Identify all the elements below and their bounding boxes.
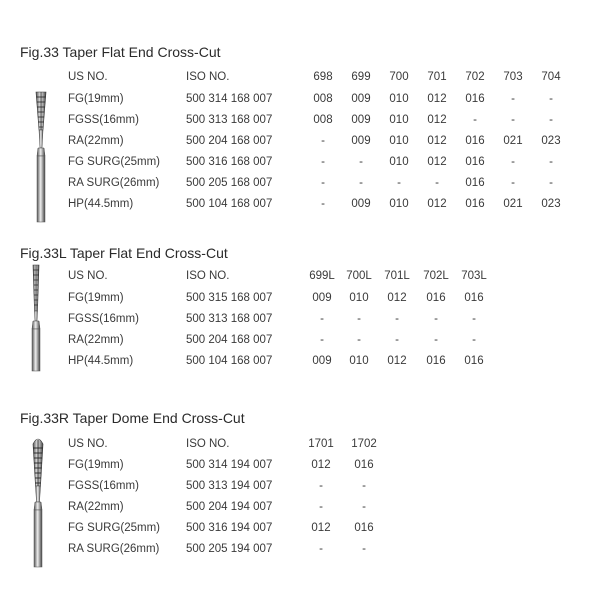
row-value: - [321, 135, 325, 147]
dome-end-crosscut-bur-icon [26, 434, 50, 569]
header-iso-no: ISO NO. [186, 438, 230, 450]
row-value: 012 [387, 292, 407, 304]
header-size-1702: 1702 [351, 438, 377, 450]
row-value: 009 [312, 355, 332, 367]
row-value: - [434, 313, 438, 325]
row-value: - [549, 114, 553, 126]
row-value: 010 [389, 135, 409, 147]
row-value: - [362, 480, 366, 492]
row-value: 009 [312, 292, 332, 304]
row-value: - [549, 93, 553, 105]
row-value: 012 [427, 198, 447, 210]
row-us-no: FG(19mm) [68, 292, 124, 304]
section-title: Fig.33 Taper Flat End Cross-Cut [20, 44, 221, 60]
row-value: 010 [389, 198, 409, 210]
row-iso-no: 500 104 168 007 [186, 355, 273, 367]
row-iso-no: 500 205 194 007 [186, 543, 273, 555]
row-us-no: FG SURG(25mm) [68, 522, 160, 534]
row-value: - [320, 334, 324, 346]
row-value: - [511, 177, 515, 189]
row-iso-no: 500 204 194 007 [186, 501, 273, 513]
row-us-no: HP(44.5mm) [68, 198, 134, 210]
row-value: - [511, 93, 515, 105]
header-size-702l: 702L [423, 270, 449, 282]
row-us-no: FGSS(16mm) [68, 480, 139, 492]
row-value: - [511, 156, 515, 168]
row-iso-no: 500 313 194 007 [186, 480, 273, 492]
header-size-701: 701 [427, 71, 447, 83]
row-value: 009 [351, 198, 371, 210]
row-iso-no: 500 316 194 007 [186, 522, 273, 534]
row-value: 021 [503, 198, 523, 210]
row-value: - [472, 334, 476, 346]
header-iso-no: ISO NO. [186, 270, 230, 282]
row-value: 016 [465, 198, 485, 210]
row-value: 016 [426, 292, 446, 304]
row-value: - [473, 114, 477, 126]
row-us-no: FG(19mm) [68, 93, 124, 105]
row-value: 010 [389, 156, 409, 168]
row-us-no: HP(44.5mm) [68, 355, 134, 367]
row-value: - [397, 177, 401, 189]
row-value: - [320, 313, 324, 325]
row-value: 016 [354, 522, 374, 534]
row-value: - [472, 313, 476, 325]
row-us-no: RA SURG(26mm) [68, 543, 160, 555]
row-value: 010 [389, 114, 409, 126]
section-title: Fig.33L Taper Flat End Cross-Cut [20, 245, 228, 261]
section-fig33r [0, 410, 600, 570]
header-size-703: 703 [503, 71, 523, 83]
row-value: 010 [349, 292, 369, 304]
header-size-704: 704 [541, 71, 561, 83]
row-value: 010 [349, 355, 369, 367]
header-size-700: 700 [389, 71, 409, 83]
row-value: 021 [503, 135, 523, 147]
row-value: 016 [354, 459, 374, 471]
row-value: - [362, 501, 366, 513]
header-size-703l: 703L [461, 270, 487, 282]
row-value: 012 [311, 459, 331, 471]
row-value: 016 [465, 156, 485, 168]
row-value: 008 [313, 93, 333, 105]
row-value: - [395, 334, 399, 346]
section-title: Fig.33R Taper Dome End Cross-Cut [20, 410, 245, 426]
row-us-no: FG(19mm) [68, 459, 124, 471]
row-value: 016 [464, 355, 484, 367]
row-value: - [435, 177, 439, 189]
row-value: - [321, 177, 325, 189]
row-iso-no: 500 205 168 007 [186, 177, 273, 189]
row-value: 016 [465, 135, 485, 147]
row-iso-no: 500 204 168 007 [186, 135, 273, 147]
row-value: 012 [427, 114, 447, 126]
row-iso-no: 500 314 168 007 [186, 93, 273, 105]
row-value: 012 [311, 522, 331, 534]
row-us-no: RA(22mm) [68, 334, 124, 346]
row-value: - [359, 177, 363, 189]
row-value: 016 [465, 93, 485, 105]
header-size-701l: 701L [384, 270, 410, 282]
row-value: - [359, 156, 363, 168]
row-value: 012 [387, 355, 407, 367]
row-value: 008 [313, 114, 333, 126]
row-value: 009 [351, 135, 371, 147]
row-value: 023 [541, 198, 561, 210]
row-value: 016 [426, 355, 446, 367]
row-value: - [321, 156, 325, 168]
row-value: - [357, 313, 361, 325]
row-us-no: FGSS(16mm) [68, 313, 139, 325]
row-iso-no: 500 313 168 007 [186, 313, 273, 325]
row-value: 023 [541, 135, 561, 147]
row-iso-no: 500 204 168 007 [186, 334, 273, 346]
header-size-699: 699 [351, 71, 371, 83]
section-fig33 [0, 44, 600, 219]
header-size-699l: 699L [309, 270, 335, 282]
row-value: - [319, 501, 323, 513]
header-us-no: US NO. [68, 438, 108, 450]
row-value: - [319, 543, 323, 555]
row-value: - [362, 543, 366, 555]
row-us-no: RA(22mm) [68, 501, 124, 513]
row-value: 012 [427, 156, 447, 168]
row-us-no: RA(22mm) [68, 135, 124, 147]
long-flat-end-crosscut-bur-icon [25, 263, 47, 373]
row-value: 010 [389, 93, 409, 105]
row-value: - [511, 114, 515, 126]
header-size-700l: 700L [346, 270, 372, 282]
section-fig33l [0, 245, 600, 375]
row-value: - [549, 156, 553, 168]
header-size-698: 698 [313, 71, 333, 83]
header-size-1701: 1701 [308, 438, 334, 450]
row-iso-no: 500 316 168 007 [186, 156, 273, 168]
row-value: 016 [464, 292, 484, 304]
row-value: 016 [465, 177, 485, 189]
header-size-702: 702 [465, 71, 485, 83]
row-value: 009 [351, 114, 371, 126]
row-value: - [321, 198, 325, 210]
row-value: - [549, 177, 553, 189]
row-iso-no: 500 313 168 007 [186, 114, 273, 126]
row-us-no: RA SURG(26mm) [68, 177, 160, 189]
row-iso-no: 500 315 168 007 [186, 292, 273, 304]
row-iso-no: 500 104 168 007 [186, 198, 273, 210]
row-value: 009 [351, 93, 371, 105]
flat-end-crosscut-bur-icon [30, 84, 52, 224]
row-value: 012 [427, 135, 447, 147]
row-us-no: FGSS(16mm) [68, 114, 139, 126]
header-us-no: US NO. [68, 270, 108, 282]
header-us-no: US NO. [68, 71, 108, 83]
row-value: - [434, 334, 438, 346]
row-value: - [395, 313, 399, 325]
row-value: - [319, 480, 323, 492]
row-value: 012 [427, 93, 447, 105]
row-us-no: FG SURG(25mm) [68, 156, 160, 168]
header-iso-no: ISO NO. [186, 71, 230, 83]
row-iso-no: 500 314 194 007 [186, 459, 273, 471]
row-value: - [357, 334, 361, 346]
